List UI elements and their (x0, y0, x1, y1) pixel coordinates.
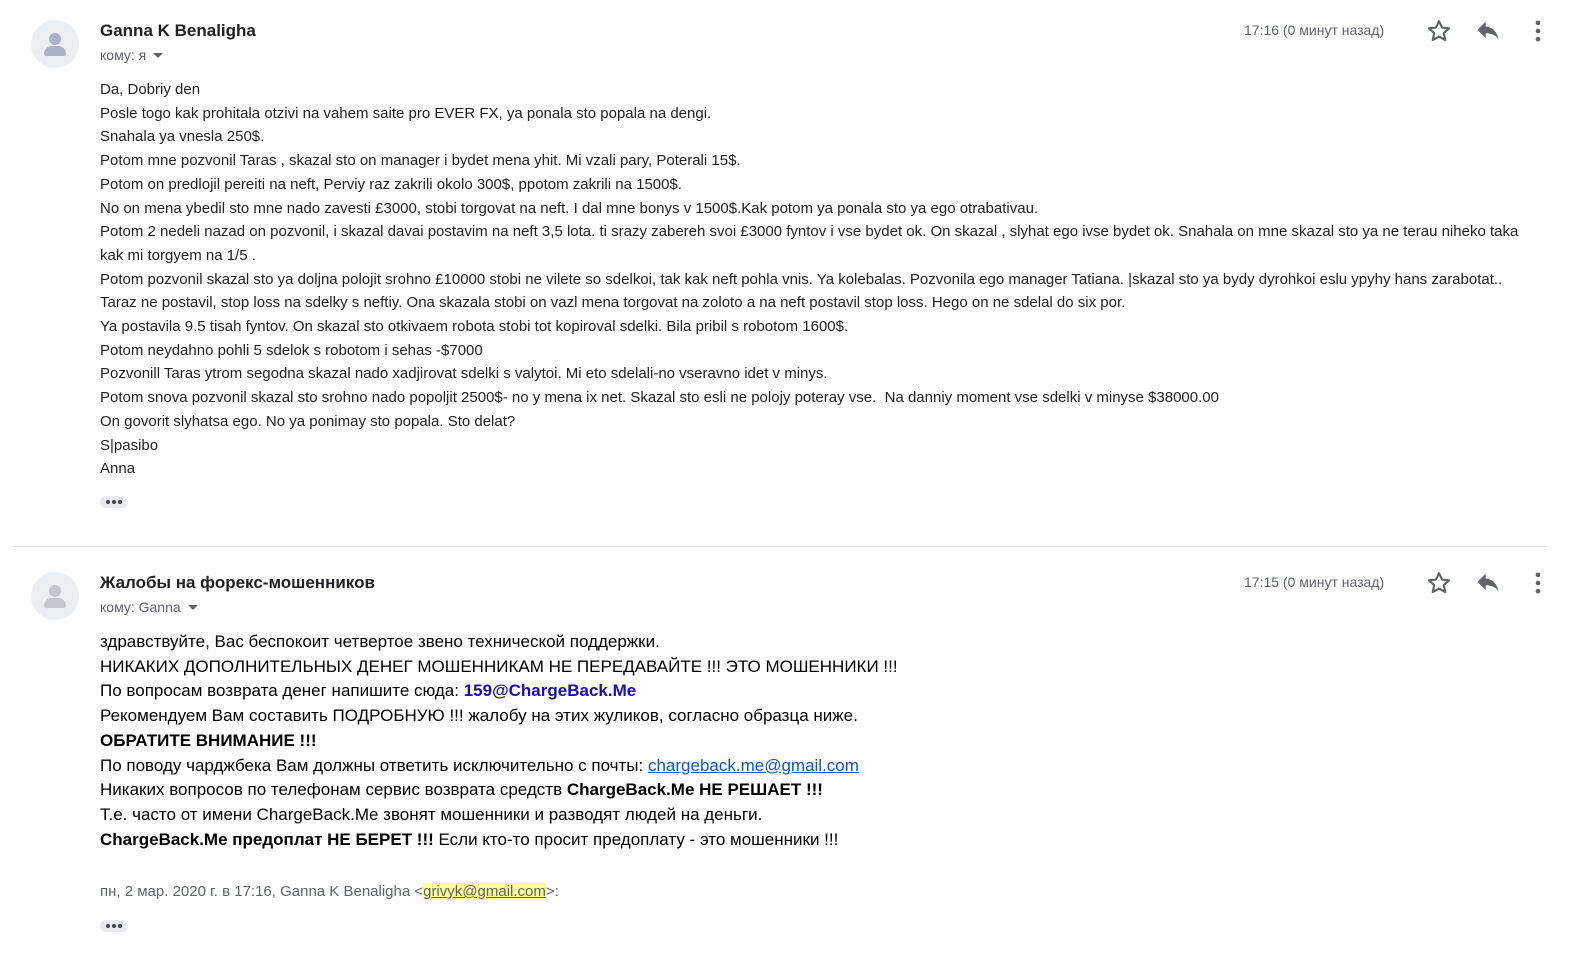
body-line: S|pasibo (100, 436, 159, 454)
quoted-sender-email-link[interactable]: grivyk@gmail.com (423, 883, 546, 900)
body-line: Т.е. часто от имени ChargeBack.Me звонят мошенники и разводят людей на деньги. (100, 804, 763, 824)
message-timestamp: 17:15 (0 минут назад) (1244, 574, 1385, 590)
body-line: Potom snova pozvonil skazal sto srohno nado popoljit 2500$- no y mena ix net. Skazal sto esli ne polojy poteray vse. Na danniy moment vse sdelki v minyse $38000.00 (100, 389, 1219, 407)
person-avatar-icon[interactable] (31, 20, 79, 68)
chargeback-email-link[interactable]: chargeback.me@gmail.com (647, 755, 859, 775)
message-body (100, 630, 1300, 852)
body-text: Никаких вопросов по телефонам сервис возврата средств (100, 780, 567, 800)
body-line: Potom neydahno pohli 5 sdelok s robotom i sehas -$7000 (100, 341, 483, 359)
body-line: On govorit slyhatsa ego. No ya ponimay sto popala. Sto delat? (100, 412, 516, 430)
body-text: Если кто-то просит предоплату - это мошенники !!! (433, 829, 839, 849)
body-line: Ya postavila 9.5 tisah fyntov. On skazal sto otkivaem robota stobi tot kopiroval sdelki. Bila pribil s robotom 1600$. (100, 318, 849, 336)
chevron-down-icon[interactable] (188, 605, 198, 610)
body-line: Potom mne pozvonil Taras , skazal sto on manager i bydet mena yhit. Mi vzali pary, Poterali 15$. (100, 152, 741, 170)
body-line (100, 679, 1300, 704)
more-vert-icon[interactable] (1524, 17, 1552, 45)
recipient-line[interactable] (100, 47, 163, 63)
sender-name[interactable]: Ganna K Benaligha (100, 21, 256, 40)
body-line: Рекомендуем Вам составить ПОДРОБНУЮ !!! жалобу на этих жуликов, согласно образца ниже. (100, 706, 858, 726)
show-trimmed-content-button[interactable] (100, 496, 128, 508)
chevron-down-icon[interactable] (153, 53, 163, 58)
person-avatar-icon[interactable] (31, 572, 79, 620)
body-line: Potom pozvonil skazal sto ya doljna polojit srohno £10000 stobi ne vilete so sdelkoi, tak kak neft pohla vnis. Ya kolebalas. Pozvonila ego manager Tatiana. |skazal sto ya bydy dyrohkoi eslu ypyhy hans zarabotat.. Taraz ne postavil, stop loss na sdelky s neftiy. Ona skazala stobi on vazl mena torgovat na zoloto a na neft postavil stop loss. Hego on ne sdelal do six por. (100, 270, 1503, 312)
message-timestamp: 17:16 (0 минут назад) (1244, 22, 1385, 38)
body-text: По поводу чарджбека Вам должны ответить исключительно с почты: (100, 755, 648, 775)
recipient-label: кому: я (100, 47, 147, 63)
body-line: Pozvonill Taras ytrom segodna skazal nado xadjirovat sdelki s valytoi. Mi eto sdelali-no vseravno idet v minys. (100, 365, 828, 383)
body-bold-text: ChargeBack.Me НЕ РЕШАЕТ !!! (566, 780, 823, 800)
message-body (100, 78, 1540, 481)
body-line: No on mena ybedil sto mne nado zavesti £3000, stobi torgovat na neft. I dal mne bonys v 1500$.Kak potom ya ponala sto ya ego otrabativau. (100, 199, 1039, 217)
star-outline-icon[interactable] (1425, 17, 1453, 45)
star-outline-icon[interactable] (1425, 569, 1453, 597)
body-line: Potom on predlojil pereiti na neft, Perviy raz zakrili okolo 300$, ppotom zakrili na 1500$. (100, 175, 682, 193)
support-email-link[interactable]: 159@ChargeBack.Me (463, 681, 637, 701)
quote-suffix: >: (545, 883, 559, 900)
body-line: Anna (100, 460, 136, 478)
recipient-label: кому: Ganna (100, 599, 181, 615)
body-bold-text: ChargeBack.Me предоплат НЕ БЕРЕТ !!! (100, 829, 434, 849)
quote-prefix: пн, 2 мар. 2020 г. в 17:16, Ganna K Benaligha < (100, 883, 424, 900)
body-text: По вопросам возврата денег напишите сюда: (100, 681, 464, 701)
body-line: Da, Dobriy den (100, 81, 201, 98)
body-line: Potom 2 nedeli nazad on pozvonil, i skazal davai postavim na neft 3,5 lota. ti srazy zabereh svoi £3000 fyntov i vse bydet ok. On skazal , slyhat ego ivse bydet ok. Snahala on mne skazal sto ya ne terau niheko taka kak mi torgyem na 1/5 . (100, 223, 1519, 264)
body-line: Posle togo kak prohitala otzivi na vahem saite pro EVER FX, ya ponala sto popala na dengi. (100, 104, 712, 122)
reply-icon[interactable] (1474, 569, 1502, 597)
body-line: Snahala ya vnesla 250$. (100, 128, 265, 146)
message-divider (12, 546, 1548, 547)
body-line (100, 828, 1300, 853)
recipient-line[interactable] (100, 599, 198, 615)
body-line: НИКАКИХ ДОПОЛНИТЕЛЬНЫХ ДЕНЕГ МОШЕННИКАМ НЕ ПЕРЕДАВАЙТЕ !!! ЭТО МОШЕННИКИ !!! (100, 656, 898, 676)
body-line: ОБРАТИТЕ ВНИМАНИЕ !!! (100, 730, 317, 750)
quoted-message-header (100, 883, 559, 900)
body-line (100, 778, 1300, 803)
sender-name[interactable]: Жалобы на форекс-мошенников (100, 573, 375, 592)
body-line (100, 754, 1300, 779)
body-line: здравствуйте, Вас беспокоит четвертое звено технической поддержки. (100, 632, 660, 651)
more-vert-icon[interactable] (1524, 569, 1552, 597)
reply-icon[interactable] (1474, 17, 1502, 45)
show-trimmed-content-button[interactable] (100, 920, 128, 932)
